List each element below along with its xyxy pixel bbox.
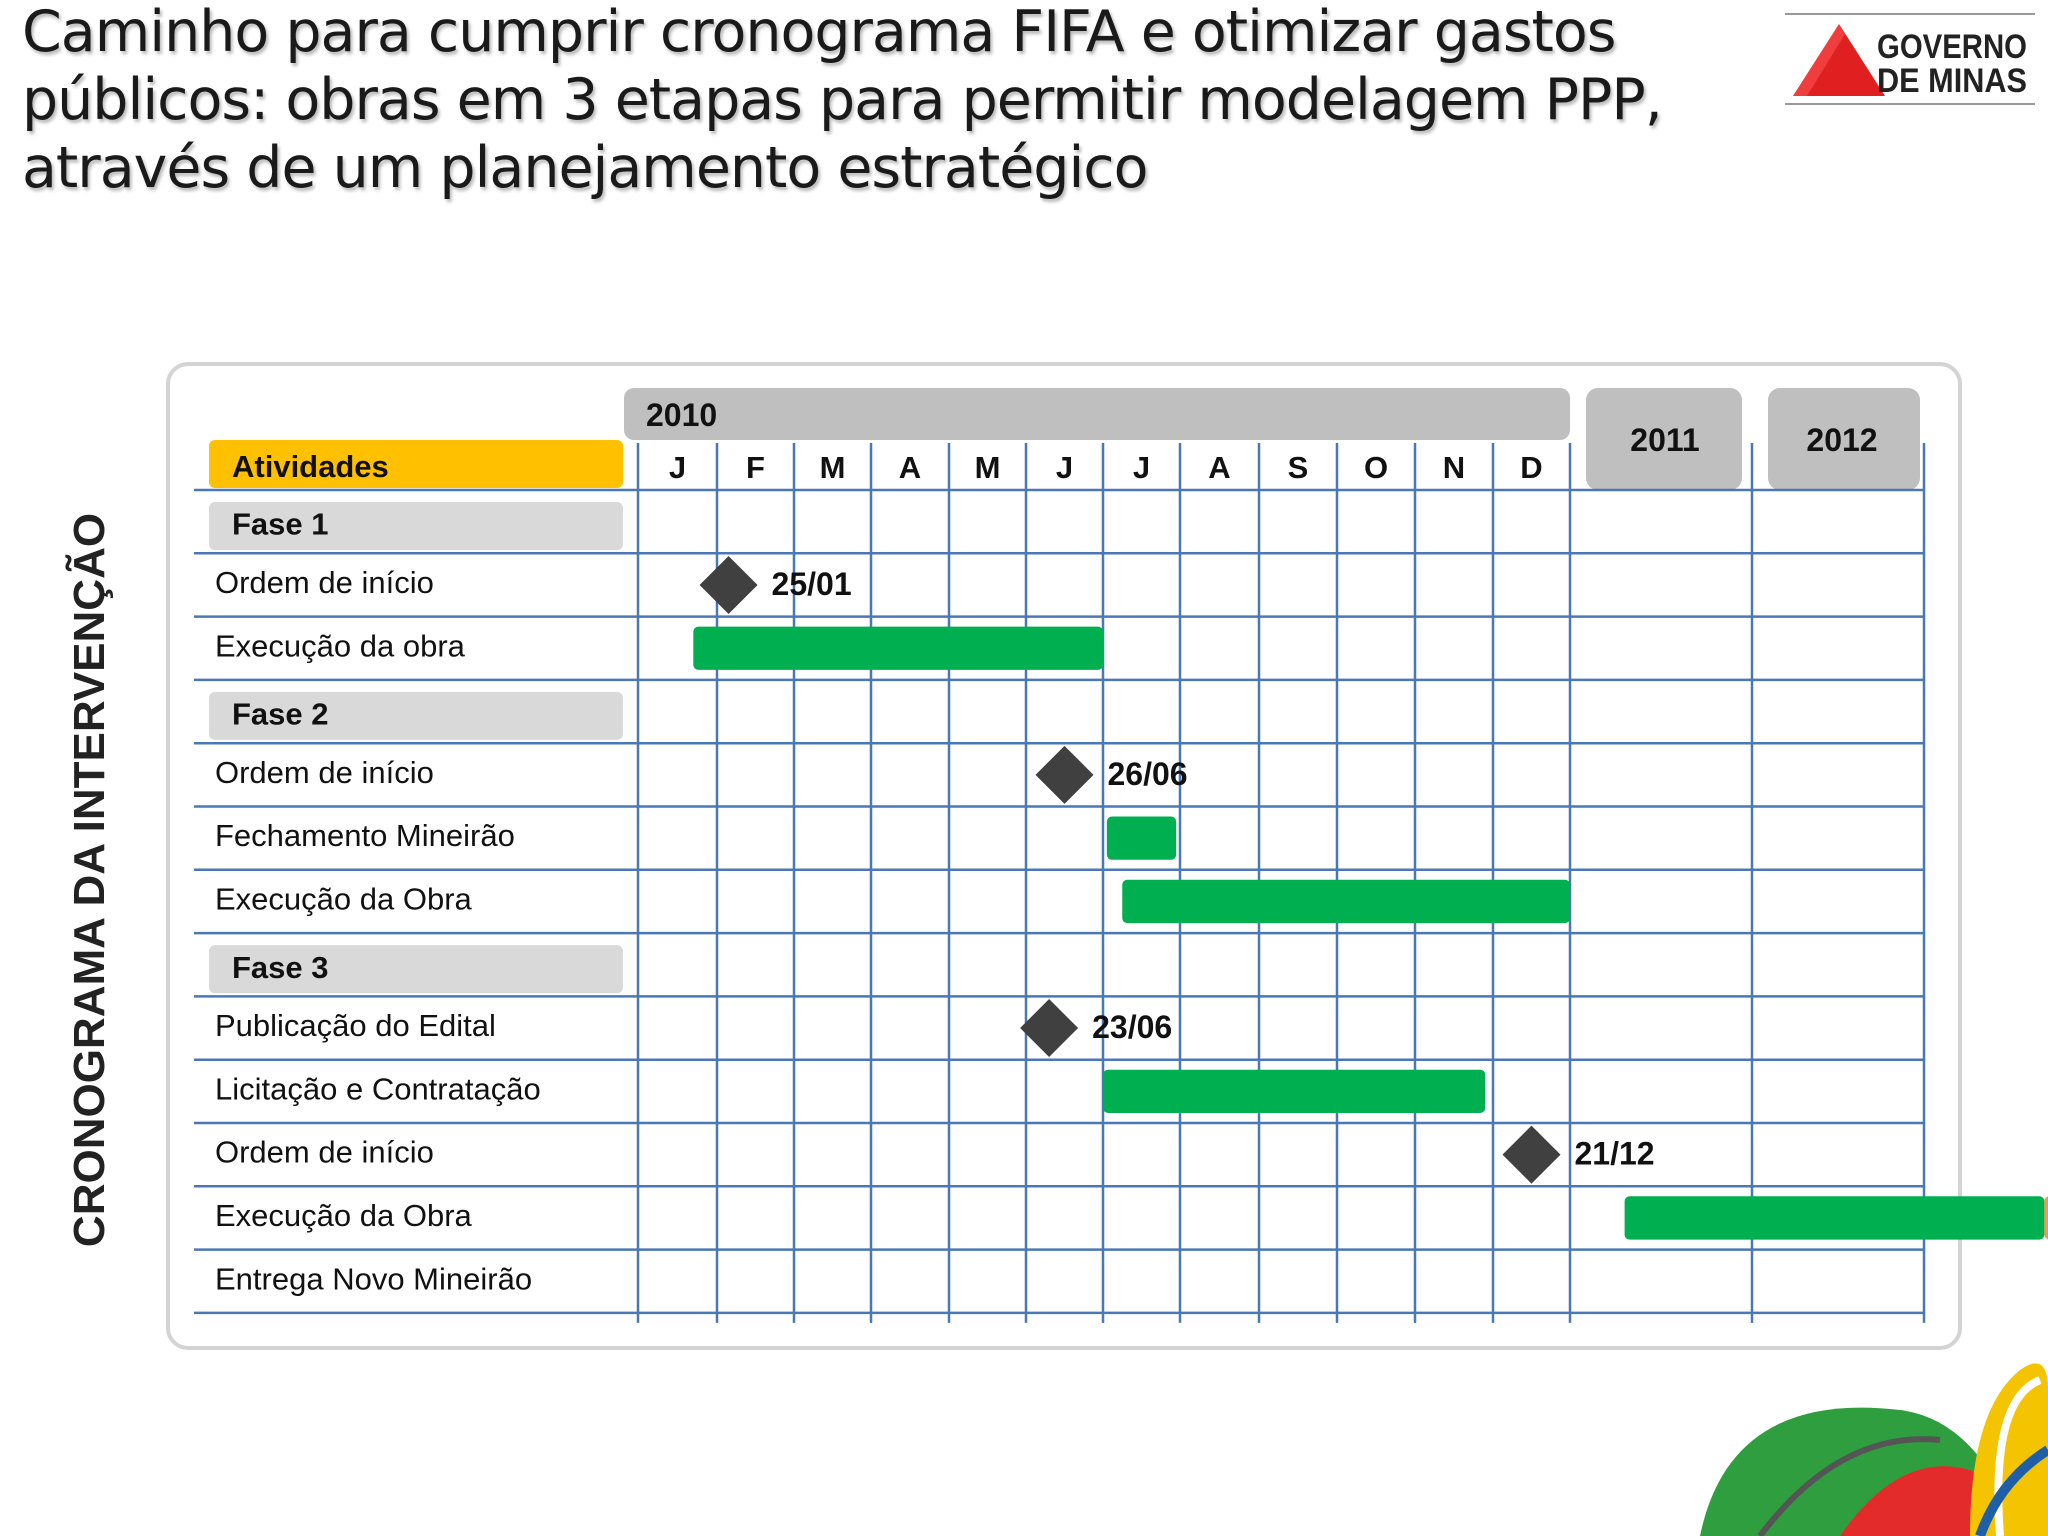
year-2010-label: 2010 bbox=[646, 397, 718, 433]
activity-label: Execução da obra bbox=[215, 628, 465, 664]
title-line-1: Caminho para cumprir cronograma FIFA e otimizar gastos bbox=[22, 0, 1616, 65]
title-line-3: através de um planejamento estratégico bbox=[22, 135, 1148, 201]
copa-logo-decoration bbox=[1640, 1330, 2048, 1536]
month-label-8: S bbox=[1287, 450, 1309, 485]
month-label-9: O bbox=[1363, 450, 1389, 485]
activity-label: Ordem de início bbox=[215, 564, 434, 600]
activity-label: Licitação e Contratação bbox=[215, 1071, 541, 1107]
milestone-label: 23/06 bbox=[1092, 1009, 1173, 1046]
month-label-10: N bbox=[1442, 450, 1466, 485]
logo-text-governo: GOVERNO bbox=[1877, 28, 2027, 66]
year-label-2011: 2011 bbox=[1630, 422, 1700, 458]
activity-label: Ordem de início bbox=[215, 1134, 434, 1170]
month-label-7: A bbox=[1208, 450, 1231, 485]
activity-label: Publicação do Edital bbox=[215, 1008, 496, 1044]
year-2010-header bbox=[624, 388, 1570, 440]
gantt-bar-green bbox=[1103, 1070, 1485, 1113]
activity-label: Ordem de início bbox=[215, 754, 434, 790]
chart-side-label: CRONOGRAMA DA INTERVENÇÃO bbox=[65, 512, 114, 1248]
title-line-2: públicos: obras em 3 etapas para permitir modelagem PPP, bbox=[22, 67, 1662, 133]
month-label-1: F bbox=[746, 450, 765, 485]
month-label-5: J bbox=[1055, 450, 1074, 485]
phase-label: Fase 3 bbox=[232, 949, 329, 985]
activity-label: Fechamento Mineirão bbox=[215, 818, 515, 854]
milestone-label: 25/01 bbox=[771, 565, 852, 602]
activities-header-label: Atividades bbox=[232, 449, 389, 484]
gantt-bar-green bbox=[1625, 1196, 2045, 1239]
month-label-11: D bbox=[1520, 450, 1543, 485]
month-label-4: M bbox=[974, 450, 1001, 485]
month-label-2: M bbox=[819, 450, 846, 485]
activity-label: Execução da Obra bbox=[215, 1197, 472, 1233]
month-label-0: J bbox=[668, 450, 687, 485]
milestone-label: 21/12 bbox=[1574, 1135, 1655, 1172]
gantt-bar-green bbox=[1107, 817, 1176, 860]
gantt-bar-green bbox=[693, 627, 1103, 670]
year-label-2012: 2012 bbox=[1806, 422, 1878, 458]
logo-text-de-minas: DE MINAS bbox=[1877, 62, 2027, 100]
milestone-label: 26/06 bbox=[1107, 755, 1188, 792]
activity-label: Execução da Obra bbox=[215, 881, 472, 917]
gantt-bar-orange bbox=[2044, 1196, 2048, 1239]
gantt-bar-green bbox=[1122, 880, 1570, 923]
month-label-6: J bbox=[1132, 450, 1151, 485]
phase-label: Fase 1 bbox=[232, 506, 329, 542]
phase-label: Fase 2 bbox=[232, 696, 329, 732]
month-label-3: A bbox=[898, 450, 922, 485]
activity-label: Entrega Novo Mineirão bbox=[215, 1261, 533, 1297]
